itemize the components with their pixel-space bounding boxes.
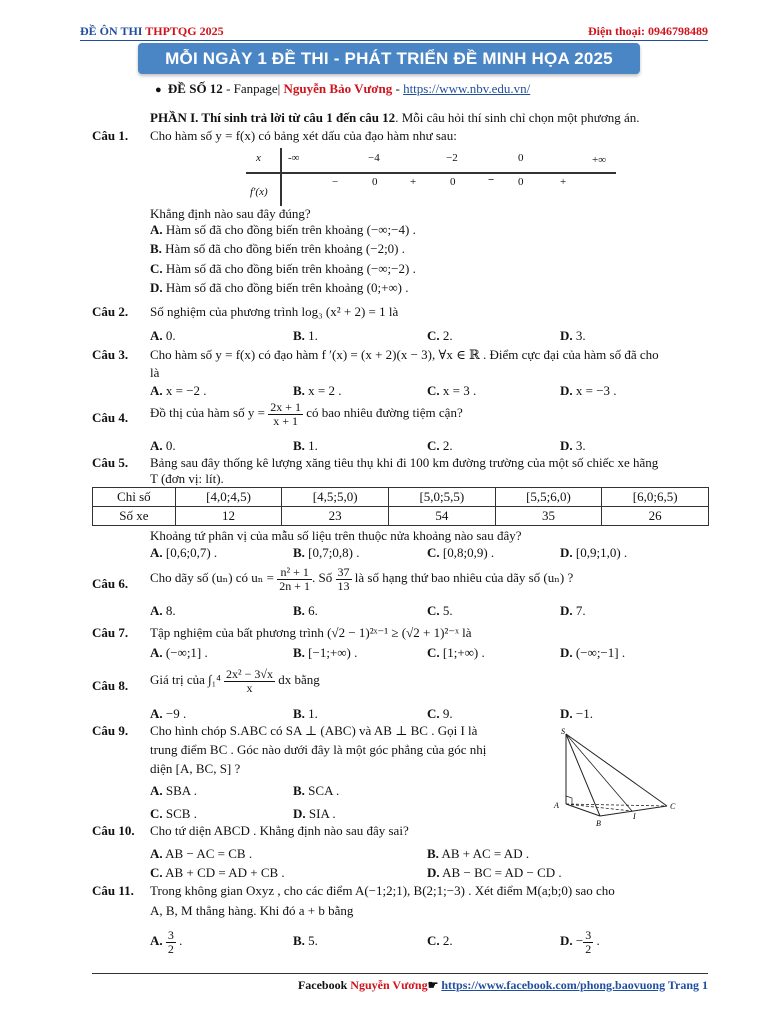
q10-label: Câu 10.: [92, 823, 135, 838]
table-cell: [6,0;6,5): [602, 488, 709, 507]
q1-text: Cho hàm số y = f(x) có bảng xét dấu của đạo hàm như sau:: [150, 128, 457, 143]
q2-label: Câu 2.: [92, 304, 129, 319]
q6-fraction-term: $\frac{37}{13}$: [337, 564, 350, 593]
pointing-hand-icon: ☛: [427, 978, 442, 992]
q5-text-cont: T (đơn vị: lít).: [150, 471, 224, 486]
label-s: S: [561, 728, 565, 736]
x-value: +∞: [592, 154, 607, 166]
q7-option-d[interactable]: D. (−∞;−1] .: [560, 645, 626, 660]
source-separator: -: [392, 81, 404, 96]
q7-text: Tập nghiệm của bất phương trình (√2 − 1)²ˣ⁻¹ ≥ (√2 + 1)²⁻ˣ là: [150, 625, 472, 640]
q7-label: Câu 7.: [92, 625, 129, 640]
q9-option-a[interactable]: A. SBA .: [150, 783, 197, 798]
exam-number: ĐỀ SỐ 12: [167, 81, 223, 96]
part1-title: PHẦN I. Thí sinh trả lời từ câu 1 đến câu 12: [150, 110, 396, 125]
footer-author: Nguyễn Vương: [350, 978, 428, 992]
q4-text: Đồ thị của hàm số y = $\frac{2x + 1}{x + 1}$ có bao nhiêu đường tiệm cận?: [150, 399, 463, 428]
q1-option-c[interactable]: C. Hàm số đã cho đồng biến trên khoảng (−∞;−2) .: [150, 261, 416, 276]
sign-table-vline: [280, 148, 282, 206]
website-link[interactable]: https://www.nbv.edu.vn/: [403, 81, 531, 96]
q2-option-c[interactable]: C. 2.: [427, 328, 453, 343]
edge-si: [566, 734, 632, 811]
q2-option-b[interactable]: B. 1.: [293, 328, 318, 343]
q4-option-c[interactable]: C. 2.: [427, 438, 453, 453]
author-name: Nguyễn Bảo Vương: [283, 81, 393, 96]
q6-fraction-un: $\frac{\text{n² + 1}}{2n + 1}$: [279, 564, 311, 593]
table-cell: 54: [389, 507, 496, 526]
q3-text: Cho hàm số y = f(x) có đạo hàm f ′(x) = (x + 2)(x − 3), ∀x ∈ ℝ . Điểm cực đại của hàm số đã cho: [150, 347, 659, 362]
q10-option-a[interactable]: A. AB − AC = CB .: [150, 846, 253, 861]
label-i: I: [633, 812, 636, 821]
table-cell: [4,5;5,0): [282, 488, 389, 507]
sign-value: +: [560, 176, 567, 188]
q8-option-d[interactable]: D. −1.: [560, 706, 593, 721]
q3-option-d[interactable]: D. x = −3 .: [560, 383, 617, 398]
sign-value: −: [488, 174, 495, 186]
table-cell: 35: [495, 507, 602, 526]
banner-title: MỖI NGÀY 1 ĐỀ THI - PHÁT TRIỂN ĐỀ MINH HỌA 2025: [138, 43, 640, 74]
sign-value: 0: [450, 176, 456, 188]
q3-text-cont: là: [150, 365, 160, 380]
table-cell: [5,0;5,5): [389, 488, 496, 507]
q10-option-c[interactable]: C. AB + CD = AD + CB .: [150, 865, 285, 880]
q7-option-a[interactable]: A. (−∞;1] .: [150, 645, 208, 660]
q2-option-a[interactable]: A. 0.: [150, 328, 176, 343]
q5-option-c[interactable]: C. [0,8;0,9) .: [427, 545, 495, 560]
q1-label: Câu 1.: [92, 128, 129, 143]
q9-line2: trung điểm BC . Góc nào dưới đây là một góc phẳng của góc nhị: [150, 742, 487, 757]
table-cell: 12: [175, 507, 282, 526]
x-value: 0: [518, 152, 524, 164]
q10-text: Cho tứ diện ABCD . Khẳng định nào sau đây sai?: [150, 823, 409, 838]
table-row: [93, 507, 709, 526]
fanpage-text: - Fanpage|: [222, 81, 284, 96]
sign-value: +: [410, 176, 417, 188]
part1-rest: . Mỗi câu hỏi thí sinh chỉ chọn một phương án.: [395, 110, 640, 125]
q9-line3: diện [A, BC, S] ?: [150, 761, 241, 776]
q11-line1: Trong không gian Oxyz , cho các điểm A(−1;2;1), B(2;1;−3) . Xét điểm M(a;b;0) sao cho: [150, 883, 615, 898]
q5-option-b[interactable]: B. [0,7;0,8) .: [293, 545, 360, 560]
q9-line1: Cho hình chóp S.ABC có SA ⊥ (ABC) và AB ⊥ BC . Gọi I là: [150, 723, 478, 738]
label-a: A: [554, 801, 559, 810]
q10-option-b[interactable]: B. AB + AC = AD .: [427, 846, 530, 861]
q7-option-b[interactable]: B. [−1;+∞) .: [293, 645, 358, 660]
q5-text: Bảng sau đây thống kê lượng xăng tiêu thụ khi đi 100 km đường trường của một số chiếc xe hãng: [150, 455, 659, 470]
q4-label: Câu 4.: [92, 410, 129, 425]
q8-text: Giá trị của ∫₁⁴ $\frac{\text{2x² − 3√x}}{x}$ dx bằng: [150, 666, 320, 695]
exam-source-line: [155, 81, 530, 97]
q6-option-c[interactable]: C. 5.: [427, 603, 453, 618]
pyramid-figure: [552, 728, 682, 828]
bullet-icon: ●: [155, 84, 162, 96]
header-phone: Điện thoại: 0946798489: [588, 24, 708, 38]
q3-label: Câu 3.: [92, 347, 129, 362]
fuel-stat-table: [92, 487, 709, 526]
table-cell: [4,0;4,5): [175, 488, 282, 507]
page-number: Trang 1: [665, 978, 708, 992]
q11-label: Câu 11.: [92, 883, 134, 898]
q4-option-a[interactable]: A. 0.: [150, 438, 176, 453]
q6-option-a[interactable]: A. 8.: [150, 603, 176, 618]
label-c: C: [670, 802, 676, 811]
header-exam-title: [80, 24, 224, 39]
footer: [298, 978, 708, 993]
table-cell: Chỉ số: [93, 488, 176, 507]
q7-option-c[interactable]: C. [1;+∞) .: [427, 645, 485, 660]
header-divider: [80, 40, 708, 41]
x-value: −4: [368, 152, 380, 164]
footer-facebook-link[interactable]: https://www.facebook.com/phong.baovuong: [441, 978, 666, 992]
q8-fraction: $\frac{\text{2x² − 3√x}}{x}$: [226, 666, 273, 695]
q11-option-d[interactable]: D. − $\frac{3}{2}$ .: [560, 927, 600, 956]
q9-option-c[interactable]: C. SCB .: [150, 806, 197, 821]
q5-option-a[interactable]: A. [0,6;0,7) .: [150, 545, 218, 560]
q1-option-a[interactable]: A. Hàm số đã cho đồng biến trên khoảng (−∞;−4) .: [150, 222, 416, 237]
label-b: B: [596, 819, 601, 828]
q3-option-b[interactable]: B. x = 2 .: [293, 383, 342, 398]
table-cell: Số xe: [93, 507, 176, 526]
header-title-year: THPTQG 2025: [145, 24, 224, 38]
sign-value: 0: [372, 176, 378, 188]
q10-option-d[interactable]: D. AB − BC = AD − CD .: [427, 865, 562, 880]
q11-line2: A, B, M thẳng hàng. Khi đó a + b bằng: [150, 903, 354, 918]
sign-table-hline: [246, 172, 616, 174]
sign-table: [246, 148, 616, 206]
x-value: -∞: [288, 152, 300, 164]
q6-text: Cho dãy số (uₙ) có uₙ = $\frac{\text{n² + 1}}{2n + 1}$ . Số $\frac{37}{13}$ là số hạng thứ bao nhiêu của dãy số (uₙ) ?: [150, 564, 574, 593]
part1-instruction: [150, 110, 639, 126]
q2-option-d[interactable]: D. 3.: [560, 328, 586, 343]
sign-value: −: [332, 176, 339, 188]
x-value: −2: [446, 152, 458, 164]
q4-option-d[interactable]: D. 3.: [560, 438, 586, 453]
q11-option-b[interactable]: B. 5.: [293, 933, 318, 948]
sign-table-x-label: x: [256, 152, 261, 164]
q6-option-d[interactable]: D. 7.: [560, 603, 586, 618]
q8-option-a[interactable]: A. −9 .: [150, 706, 187, 721]
q3-option-c[interactable]: C. x = 3 .: [427, 383, 477, 398]
q5-option-d[interactable]: D. [0,9;1,0) .: [560, 545, 628, 560]
q11-option-a[interactable]: A. $\frac{3}{2}$ .: [150, 927, 183, 956]
q1-option-d[interactable]: D. Hàm số đã cho đồng biến trên khoảng (0;+∞) .: [150, 280, 409, 295]
q9-option-b[interactable]: B. SCA .: [293, 783, 340, 798]
sign-value: 0: [518, 176, 524, 188]
q1-option-b[interactable]: B. Hàm số đã cho đồng biến trên khoảng (−2;0) .: [150, 241, 406, 256]
table-cell: [5,5;6,0): [495, 488, 602, 507]
q9-option-d[interactable]: D. SIA .: [293, 806, 336, 821]
table-cell: 23: [282, 507, 389, 526]
q6-option-b[interactable]: B. 6.: [293, 603, 318, 618]
q2-text: Số nghiệm của phương trình log₃ (x² + 2) = 1 là: [150, 304, 399, 319]
q9-label: Câu 9.: [92, 723, 129, 738]
q8-option-b[interactable]: B. 1.: [293, 706, 318, 721]
q1-prompt: Khẳng định nào sau đây đúng?: [150, 206, 311, 221]
sign-table-fp-label: f'(x): [250, 186, 268, 198]
q8-option-c[interactable]: C. 9.: [427, 706, 453, 721]
q6-label: Câu 6.: [92, 576, 129, 591]
q11-option-c[interactable]: C. 2.: [427, 933, 453, 948]
q4-fraction: $\frac{2x + 1}{x + 1}$: [270, 399, 301, 428]
table-row: [93, 488, 709, 507]
q3-option-a[interactable]: A. x = −2 .: [150, 383, 207, 398]
q5-prompt: Khoảng tứ phân vị của mẫu số liệu trên thuộc nửa khoảng nào sau đây?: [150, 528, 522, 543]
footer-fb-label: Facebook: [297, 978, 351, 992]
q8-label: Câu 8.: [92, 678, 129, 693]
q5-label: Câu 5.: [92, 455, 129, 470]
header-title-prefix: ĐỀ ÔN THI: [80, 24, 146, 38]
footer-divider: [92, 973, 708, 974]
q4-option-b[interactable]: B. 1.: [293, 438, 318, 453]
table-cell: 26: [602, 507, 709, 526]
